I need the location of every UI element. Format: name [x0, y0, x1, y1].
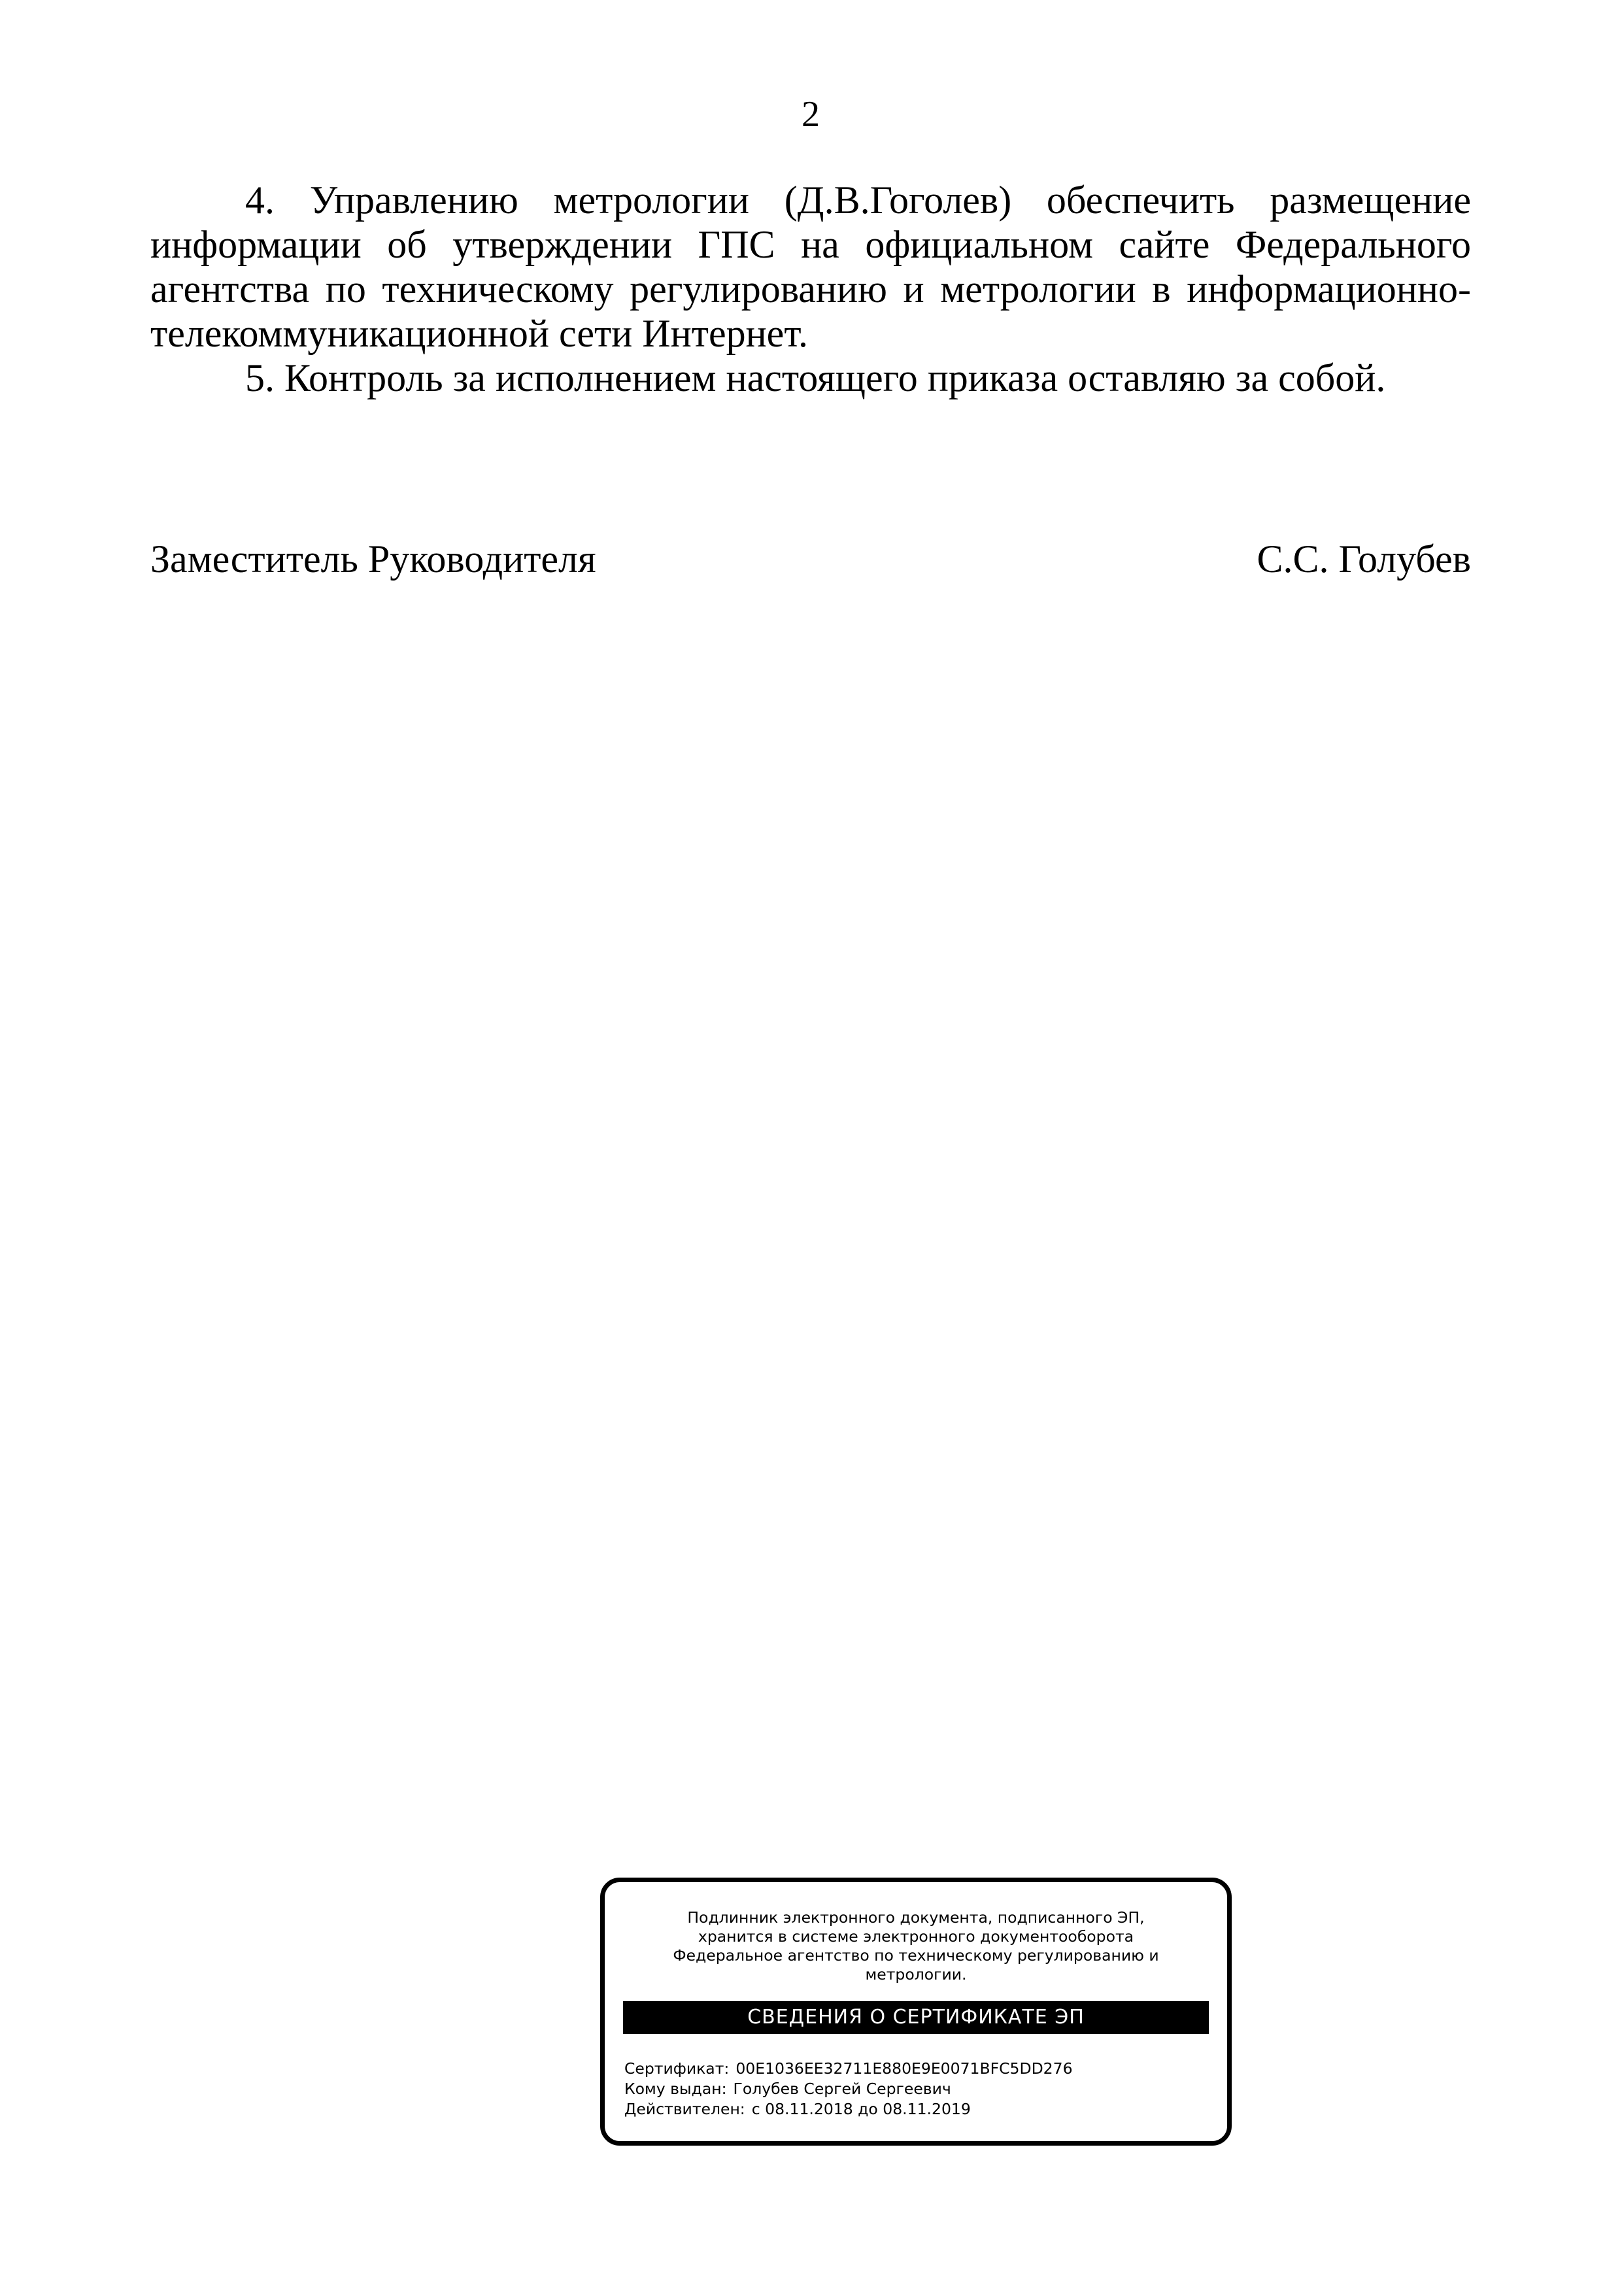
stamp-notice — [624, 1908, 1208, 1984]
validity-row — [624, 2099, 1073, 2119]
paragraph-5: 5. Контроль за исполнением настоящего приказа оставляю за собой. — [245, 356, 1386, 399]
stamp-notice-line: Федеральное агентство по техническому регулированию и — [673, 1946, 1159, 1965]
issued-to-row — [624, 2079, 1073, 2099]
certificate-label: Сертификат: — [624, 2059, 730, 2078]
paragraph-4: 4. Управлению метрологии (Д.В.Гоголев) обеспечить размещение информации об утверждении ГПС на официальном сайте Федерального агентства по техническому регулированию и метрологии в информационно-телекоммуникационной сети Интернет. — [150, 178, 1471, 355]
certificate-details — [624, 2059, 1073, 2119]
validity-label: Действителен: — [624, 2100, 745, 2118]
signer-position: Заместитель Руководителя — [150, 537, 596, 581]
issued-to-label: Кому выдан: — [624, 2080, 727, 2098]
stamp-notice-line: хранится в системе электронного документооборота — [698, 1927, 1134, 1946]
issued-to-value: Голубев Сергей Сергеевич — [733, 2080, 951, 2098]
certificate-value: 00E1036EE32711E880E9E0071BFC5DD276 — [735, 2059, 1073, 2078]
signature-block — [150, 536, 1471, 588]
order-body — [150, 178, 1471, 400]
validity-value: с 08.11.2018 до 08.11.2019 — [751, 2100, 971, 2118]
stamp-notice-line: метрологии. — [865, 1965, 967, 1984]
stamp-header: СВЕДЕНИЯ О СЕРТИФИКАТЕ ЭП — [623, 2001, 1209, 2034]
certificate-row — [624, 2059, 1073, 2079]
stamp-notice-line: Подлинник электронного документа, подписанного ЭП, — [687, 1908, 1145, 1927]
signer-name: С.С. Голубев — [1257, 537, 1471, 581]
page-number: 2 — [802, 94, 820, 135]
electronic-signature-stamp — [600, 1878, 1232, 2146]
